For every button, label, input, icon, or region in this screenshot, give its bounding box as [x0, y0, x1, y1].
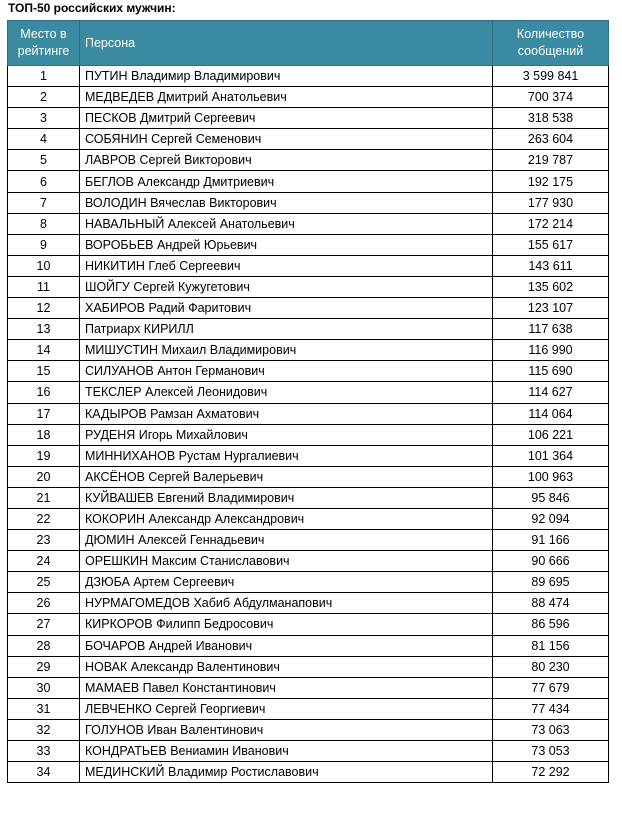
name-cell: ЛЕВЧЕНКО Сергей Георгиевич — [80, 698, 493, 719]
rank-cell: 27 — [8, 614, 80, 635]
name-cell: РУДЕНЯ Игорь Михайлович — [80, 424, 493, 445]
rank-cell: 5 — [8, 150, 80, 171]
table-row — [8, 382, 609, 403]
count-cell: 143 611 — [493, 255, 609, 276]
count-cell: 117 638 — [493, 319, 609, 340]
count-cell: 177 930 — [493, 192, 609, 213]
rank-cell: 25 — [8, 572, 80, 593]
table-row — [8, 361, 609, 382]
count-cell: 81 156 — [493, 635, 609, 656]
count-cell: 135 602 — [493, 276, 609, 297]
rank-cell: 30 — [8, 677, 80, 698]
rank-cell: 11 — [8, 276, 80, 297]
name-cell: НИКИТИН Глеб Сергеевич — [80, 255, 493, 276]
count-cell: 89 695 — [493, 572, 609, 593]
count-cell: 3 599 841 — [493, 66, 609, 87]
rank-cell: 13 — [8, 319, 80, 340]
name-cell: МЕДВЕДЕВ Дмитрий Анатольевич — [80, 87, 493, 108]
count-cell: 263 604 — [493, 129, 609, 150]
table-row — [8, 530, 609, 551]
count-cell: 192 175 — [493, 171, 609, 192]
count-cell: 80 230 — [493, 656, 609, 677]
person-column-header: Персона — [80, 21, 493, 66]
table-row — [8, 234, 609, 255]
count-cell: 106 221 — [493, 424, 609, 445]
rank-cell: 3 — [8, 108, 80, 129]
rank-header-line2: рейтинге — [17, 44, 70, 58]
count-cell: 155 617 — [493, 234, 609, 255]
rank-cell: 16 — [8, 382, 80, 403]
table-row — [8, 66, 609, 87]
name-cell: ПУТИН Владимир Владимирович — [80, 66, 493, 87]
page-title: ТОП-50 российских мужчин: — [8, 1, 176, 15]
name-cell: ДЗЮБА Артем Сергеевич — [80, 572, 493, 593]
rank-cell: 8 — [8, 213, 80, 234]
count-cell: 115 690 — [493, 361, 609, 382]
name-cell: ШОЙГУ Сергей Кужугетович — [80, 276, 493, 297]
name-cell: МАМАЕВ Павел Константинович — [80, 677, 493, 698]
name-cell: МИШУСТИН Михаил Владимирович — [80, 340, 493, 361]
rank-cell: 14 — [8, 340, 80, 361]
table-row — [8, 87, 609, 108]
count-cell: 101 364 — [493, 445, 609, 466]
table-row — [8, 108, 609, 129]
count-cell: 73 053 — [493, 741, 609, 762]
name-cell: МИННИХАНОВ Рустам Нургалиевич — [80, 445, 493, 466]
count-cell: 114 627 — [493, 382, 609, 403]
name-cell: КУЙВАШЕВ Евгений Владимирович — [80, 487, 493, 508]
table-row — [8, 593, 609, 614]
ranking-table — [7, 20, 609, 783]
count-cell: 700 374 — [493, 87, 609, 108]
rank-cell: 9 — [8, 234, 80, 255]
rank-cell: 20 — [8, 466, 80, 487]
table-row — [8, 487, 609, 508]
name-cell: АКСЁНОВ Сергей Валерьевич — [80, 466, 493, 487]
name-cell: МЕДИНСКИЙ Владимир Ростиславович — [80, 762, 493, 783]
table-row — [8, 213, 609, 234]
name-cell: ДЮМИН Алексей Геннадьевич — [80, 530, 493, 551]
table-row — [8, 403, 609, 424]
rank-cell: 19 — [8, 445, 80, 466]
table-row — [8, 171, 609, 192]
name-cell: ЛАВРОВ Сергей Викторович — [80, 150, 493, 171]
count-cell: 77 434 — [493, 698, 609, 719]
table-row — [8, 741, 609, 762]
name-cell: КАДЫРОВ Рамзан Ахматович — [80, 403, 493, 424]
table-row — [8, 150, 609, 171]
count-cell: 92 094 — [493, 508, 609, 529]
name-cell: НУРМАГОМЕДОВ Хабиб Абдулманапович — [80, 593, 493, 614]
rank-cell: 2 — [8, 87, 80, 108]
count-cell: 95 846 — [493, 487, 609, 508]
rank-cell: 15 — [8, 361, 80, 382]
name-cell: ГОЛУНОВ Иван Валентинович — [80, 719, 493, 740]
name-cell: СИЛУАНОВ Антон Германович — [80, 361, 493, 382]
count-header-line1: Количество — [516, 27, 585, 41]
name-cell: БОЧАРОВ Андрей Иванович — [80, 635, 493, 656]
name-cell: КОКОРИН Александр Александрович — [80, 508, 493, 529]
rank-cell: 10 — [8, 255, 80, 276]
count-cell: 114 064 — [493, 403, 609, 424]
table-row — [8, 614, 609, 635]
count-header-line2: сообщений — [517, 44, 584, 58]
count-cell: 318 538 — [493, 108, 609, 129]
count-cell: 172 214 — [493, 213, 609, 234]
count-cell: 100 963 — [493, 466, 609, 487]
name-cell: ТЕКСЛЕР Алексей Леонидович — [80, 382, 493, 403]
name-cell: БЕГЛОВ Александр Дмитриевич — [80, 171, 493, 192]
rank-cell: 1 — [8, 66, 80, 87]
table-row — [8, 508, 609, 529]
name-cell: КИРКОРОВ Филипп Бедросович — [80, 614, 493, 635]
name-cell: ВОРОБЬЕВ Андрей Юрьевич — [80, 234, 493, 255]
rank-cell: 34 — [8, 762, 80, 783]
table-row — [8, 466, 609, 487]
name-cell: ОРЕШКИН Максим Станиславович — [80, 551, 493, 572]
count-cell: 86 596 — [493, 614, 609, 635]
count-cell: 123 107 — [493, 298, 609, 319]
table-row — [8, 298, 609, 319]
count-cell: 88 474 — [493, 593, 609, 614]
table-row — [8, 276, 609, 297]
name-cell: ПЕСКОВ Дмитрий Сергеевич — [80, 108, 493, 129]
rank-cell: 21 — [8, 487, 80, 508]
rank-cell: 12 — [8, 298, 80, 319]
table-row — [8, 698, 609, 719]
rank-cell: 18 — [8, 424, 80, 445]
count-cell: 72 292 — [493, 762, 609, 783]
count-cell: 116 990 — [493, 340, 609, 361]
table-row — [8, 677, 609, 698]
rank-cell: 28 — [8, 635, 80, 656]
rank-cell: 23 — [8, 530, 80, 551]
table-row — [8, 635, 609, 656]
table-row — [8, 762, 609, 783]
name-cell: КОНДРАТЬЕВ Вениамин Иванович — [80, 741, 493, 762]
table-row — [8, 445, 609, 466]
rank-column-header — [8, 21, 80, 66]
count-cell: 91 166 — [493, 530, 609, 551]
rank-cell: 26 — [8, 593, 80, 614]
name-cell: Патриарх КИРИЛЛ — [80, 319, 493, 340]
table-row — [8, 572, 609, 593]
name-cell: ВОЛОДИН Вячеслав Викторович — [80, 192, 493, 213]
table-body — [8, 66, 609, 783]
name-cell: НОВАК Александр Валентинович — [80, 656, 493, 677]
table-row — [8, 340, 609, 361]
rank-header-line1: Место в — [20, 27, 67, 41]
name-cell: НАВАЛЬНЫЙ Алексей Анатольевич — [80, 213, 493, 234]
name-cell: ХАБИРОВ Радий Фаритович — [80, 298, 493, 319]
rank-cell: 4 — [8, 129, 80, 150]
table-row — [8, 319, 609, 340]
table-row — [8, 424, 609, 445]
rank-cell: 6 — [8, 171, 80, 192]
table-row — [8, 551, 609, 572]
rank-cell: 17 — [8, 403, 80, 424]
table-header-row — [8, 21, 609, 66]
table-row — [8, 656, 609, 677]
count-cell: 90 666 — [493, 551, 609, 572]
rank-cell: 32 — [8, 719, 80, 740]
name-cell: СОБЯНИН Сергей Семенович — [80, 129, 493, 150]
table-row — [8, 192, 609, 213]
rank-cell: 24 — [8, 551, 80, 572]
count-column-header — [493, 21, 609, 66]
rank-cell: 7 — [8, 192, 80, 213]
count-cell: 77 679 — [493, 677, 609, 698]
rank-cell: 22 — [8, 508, 80, 529]
table-row — [8, 255, 609, 276]
rank-cell: 33 — [8, 741, 80, 762]
table-row — [8, 129, 609, 150]
rank-cell: 29 — [8, 656, 80, 677]
count-cell: 219 787 — [493, 150, 609, 171]
table-row — [8, 719, 609, 740]
rank-cell: 31 — [8, 698, 80, 719]
count-cell: 73 063 — [493, 719, 609, 740]
